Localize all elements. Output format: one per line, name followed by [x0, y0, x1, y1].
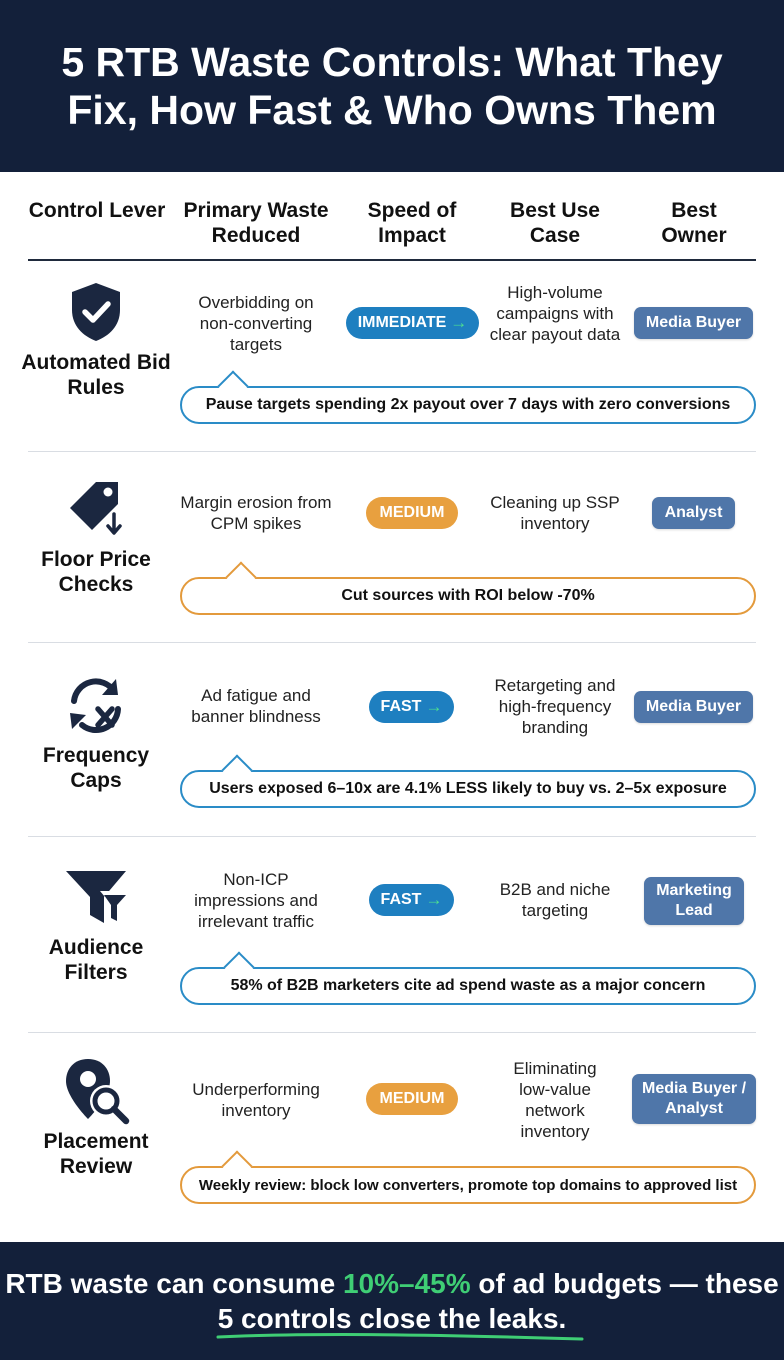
waste-text: Overbidding on non-converting targets: [198, 293, 314, 354]
use-case-text: Eliminating low-value network inventory: [513, 1059, 597, 1141]
shield-check-icon: [62, 278, 130, 346]
footer-underlined-phrase: [218, 1303, 559, 1334]
arrow-right-icon: →: [450, 313, 468, 332]
column-header-speed: Speed of Impact: [367, 199, 457, 247]
page-title: 5 RTB Waste Controls: What They Fix, How Fast & Who Owns Them: [61, 39, 723, 133]
footer-text-2: of ad budgets — these: [470, 1268, 779, 1299]
table-row: [0, 1033, 784, 1233]
use-case-text: Retargeting and high-frequency branding: [494, 676, 616, 737]
speed-badge: [346, 307, 479, 339]
lever-label: Frequency Caps: [42, 744, 150, 792]
location-search-icon: [62, 1057, 130, 1125]
speed-label: MEDIUM: [379, 504, 445, 521]
callout-box: [180, 770, 756, 808]
owner-badge: Analyst: [652, 497, 735, 529]
table-row: [0, 452, 784, 642]
refresh-x-icon: [62, 671, 130, 739]
footer-text-3: .: [558, 1303, 567, 1334]
waste-text: Ad fatigue and banner blindness: [191, 686, 321, 726]
header-divider: [28, 259, 756, 261]
use-case-text: Cleaning up SSP inventory: [490, 493, 620, 533]
speed-label: MEDIUM: [379, 1090, 445, 1107]
price-tag-down-icon: [62, 474, 130, 542]
callout-box: [180, 386, 756, 424]
speed-badge: [369, 691, 454, 723]
lever-label: Floor Price Checks: [41, 548, 151, 596]
footer-banner: [0, 1242, 784, 1360]
speed-label: FAST: [380, 698, 422, 715]
green-underline-icon: [216, 1331, 586, 1343]
callout-text: 58% of B2B marketers cite ad spend waste as a major concern: [230, 977, 706, 994]
arrow-right-icon: →: [425, 890, 443, 909]
callout-text: Weekly review: block low converters, promote top domains to approved list: [198, 1176, 738, 1194]
lever-label: Automated Bid Rules: [21, 351, 171, 399]
owner-badge: Marketing Lead: [644, 877, 744, 925]
table-row: [0, 837, 784, 1032]
funnel-filter-icon: [62, 863, 130, 931]
speed-label: IMMEDIATE: [357, 314, 447, 331]
footer-underlined-text: 5 controls close the leaks: [217, 1303, 559, 1334]
waste-text: Margin erosion from CPM spikes: [180, 493, 332, 533]
table-row: [0, 643, 784, 836]
owner-badge: Media Buyer: [634, 307, 753, 339]
arrow-right-icon: →: [425, 697, 443, 716]
use-case-text: High-volume campaigns with clear payout data: [489, 283, 621, 344]
callout-box: [180, 577, 756, 615]
owner-badge: Media Buyer / Analyst: [632, 1074, 756, 1124]
speed-badge: [366, 497, 458, 529]
callout-text: Cut sources with ROI below -70%: [341, 587, 595, 604]
speed-badge: [369, 884, 454, 916]
callout-pointer: [225, 561, 256, 592]
column-header-owner: Best Owner: [661, 199, 727, 247]
speed-label: FAST: [380, 891, 422, 908]
owner-badge: Media Buyer: [634, 691, 753, 723]
callout-box: [180, 967, 756, 1005]
column-header-use-case: Best Use Case: [510, 199, 600, 247]
lever-label: Placement Review: [43, 1130, 149, 1178]
lever-label: Audience Filters: [48, 936, 144, 984]
waste-text: Underperforming inventory: [192, 1080, 320, 1120]
table-row: [0, 262, 784, 452]
column-header-control-lever: Control Lever: [28, 199, 166, 222]
footer-text-1: RTB waste can consume: [5, 1268, 343, 1299]
use-case-text: B2B and niche targeting: [499, 880, 611, 920]
footer-highlight: 10%–45%: [342, 1268, 471, 1299]
callout-text: Users exposed 6–10x are 4.1% LESS likely to buy vs. 2–5x exposure: [209, 780, 727, 797]
callout-text: Pause targets spending 2x payout over 7 days with zero conversions: [205, 396, 731, 413]
waste-text: Non-ICP impressions and irrelevant traffic: [194, 870, 318, 931]
speed-badge: [366, 1083, 458, 1115]
header-banner: [0, 0, 784, 172]
column-header-primary-waste: Primary Waste Reduced: [183, 199, 329, 247]
callout-box: [180, 1166, 756, 1204]
